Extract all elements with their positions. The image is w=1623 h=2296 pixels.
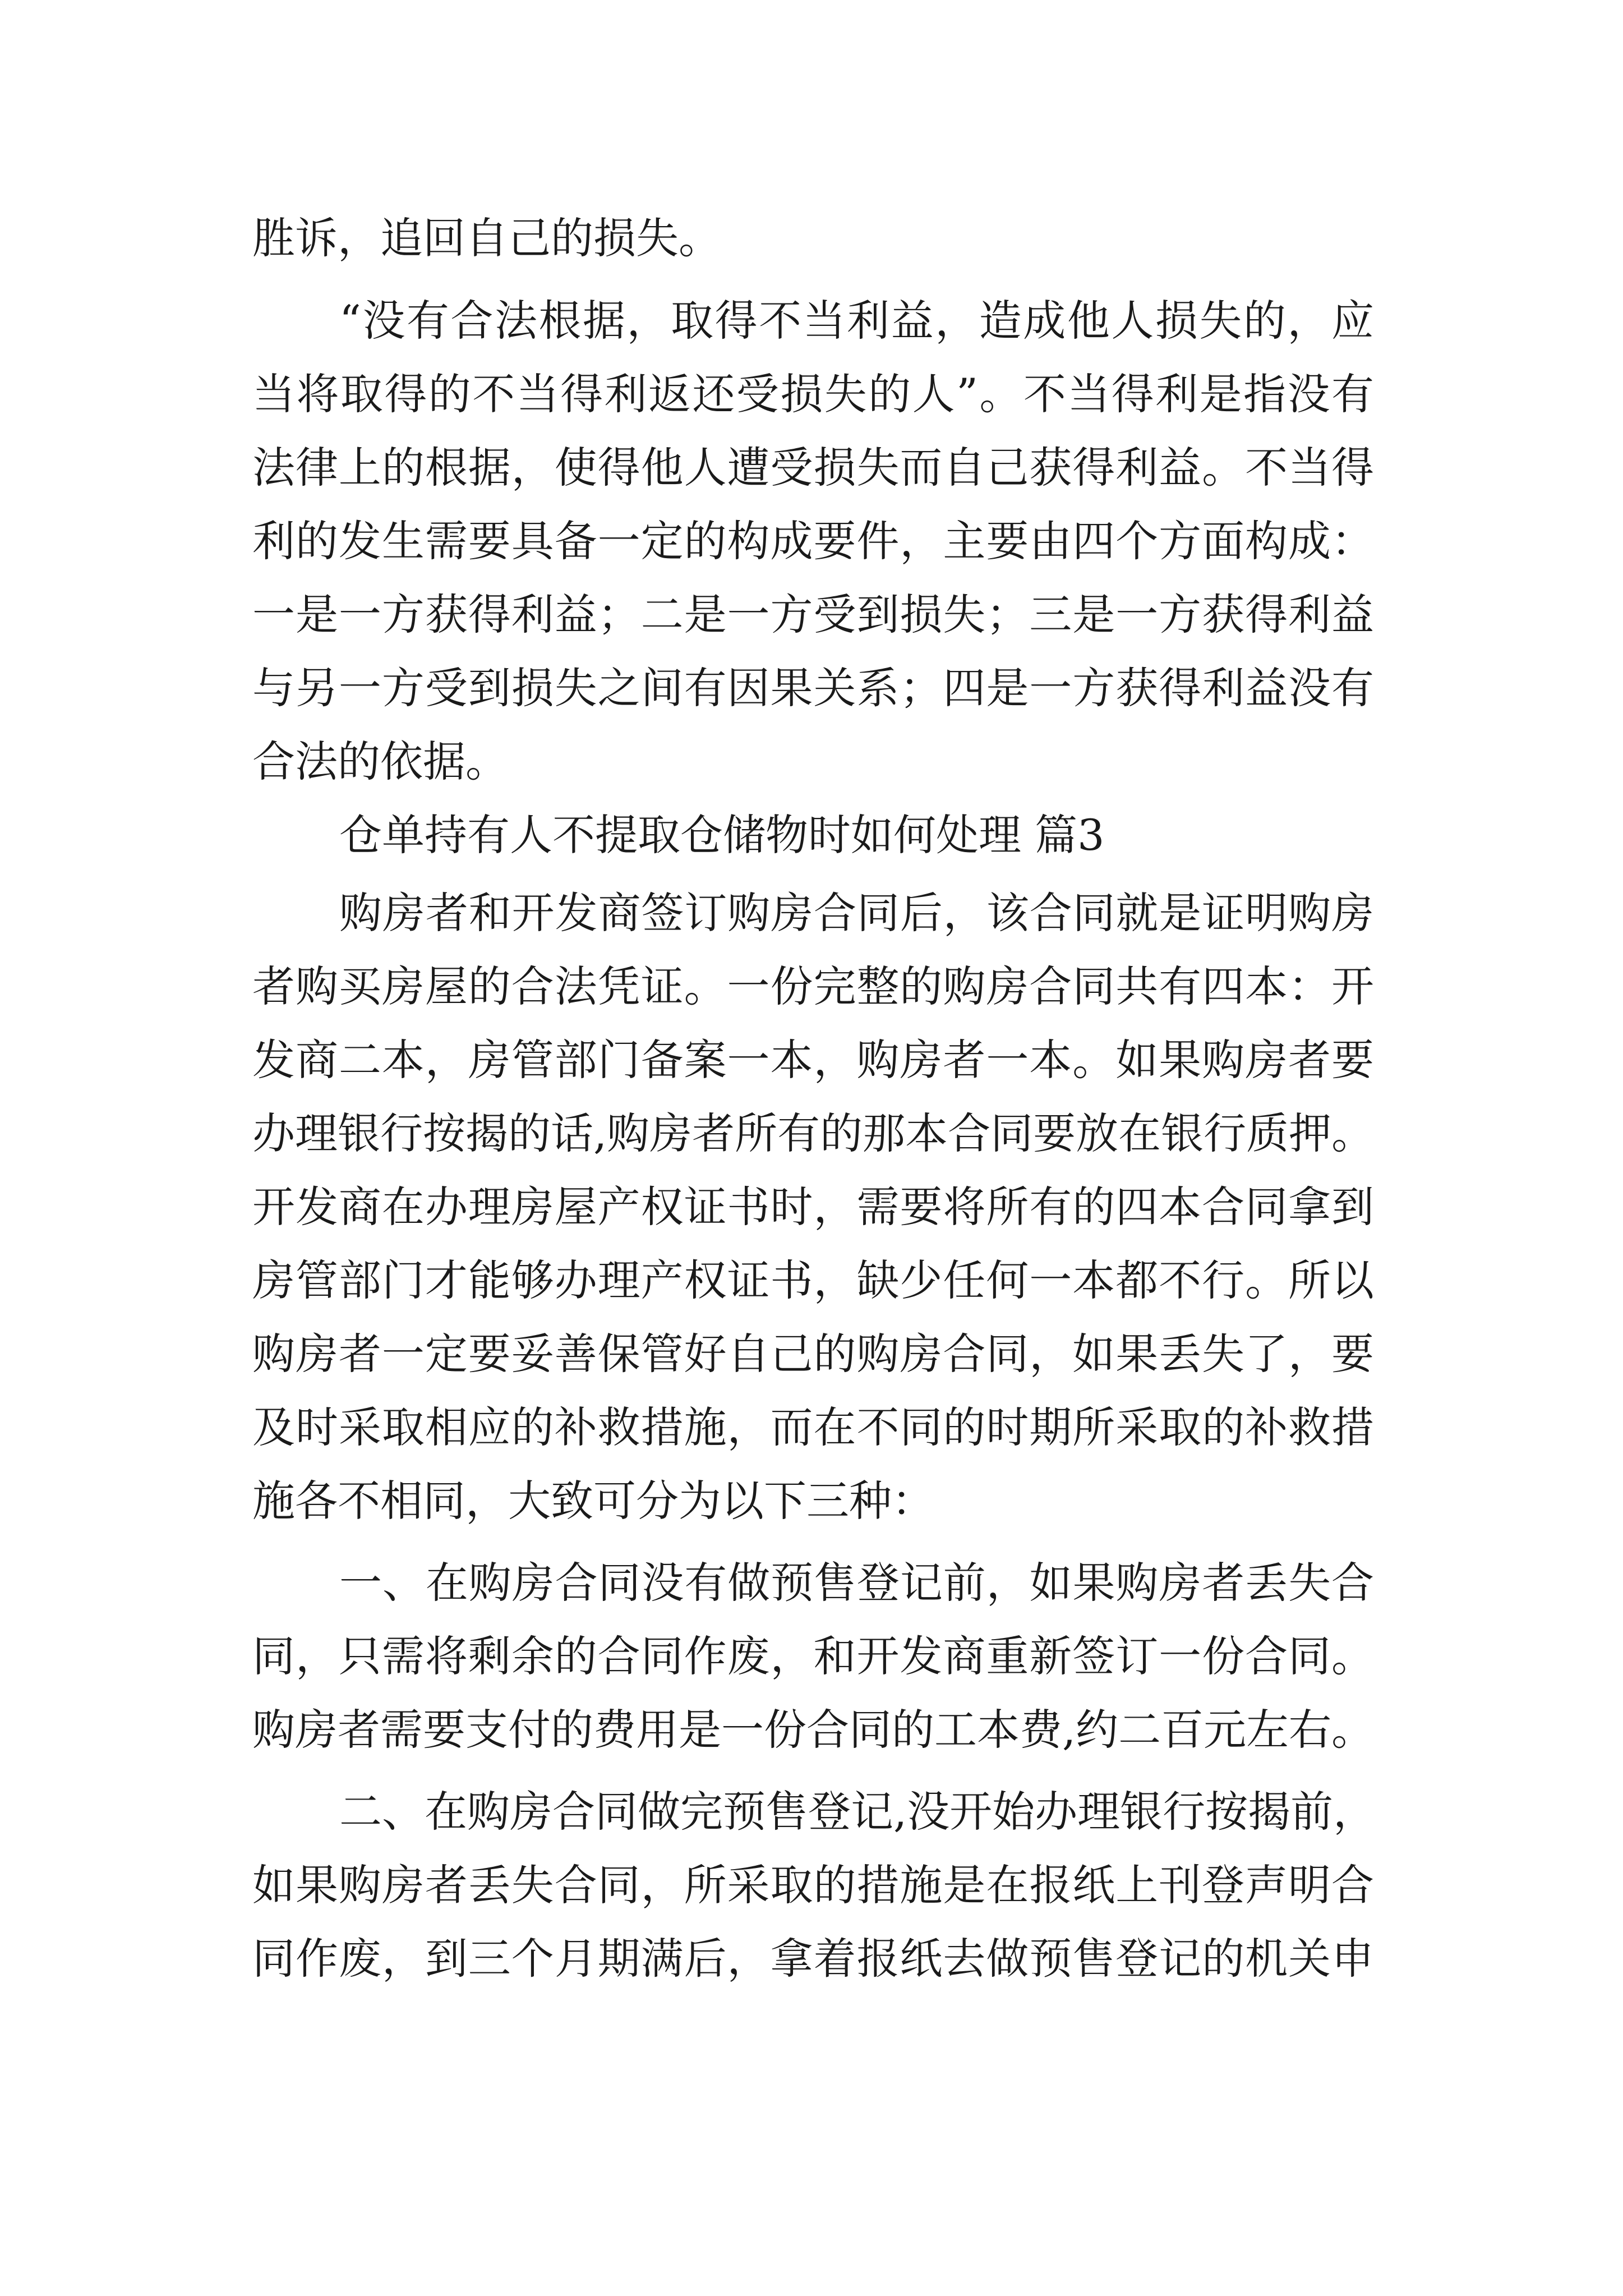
paragraph-line: 购房者需要支付的费用是一份合同的工本费,约二百元左右。 — [252, 1705, 1375, 1755]
paragraph-line: 如果购房者丢失合同，所采取的措施是在报纸上刊登声明合 — [252, 1860, 1374, 1910]
paragraph-line: 利的发生需要具备一定的构成要件，主要由四个方面构成： — [252, 516, 1374, 566]
paragraph-line: 胜诉，追回自己的损失。 — [252, 213, 721, 263]
paragraph-line: 发商二本，房管部门备案一本，购房者一本。如果购房者要 — [252, 1035, 1374, 1085]
paragraph-line: 办理银行按揭的话,购房者所有的那本合同要放在银行质押。 — [252, 1108, 1375, 1158]
paragraph-line: 者购买房屋的合法凭证。一份完整的购房合同共有四本：开 — [252, 961, 1374, 1011]
paragraph-line: 房管部门才能够办理产权证书，缺少任何一本都不行。所以 — [252, 1255, 1374, 1305]
paragraph-line: “没有合法根据，取得不当利益，造成他人损失的，应 — [339, 296, 1374, 346]
paragraph-line: 同，只需将剩余的合同作废，和开发商重新签订一份合同。 — [252, 1631, 1374, 1681]
paragraph-line: 与另一方受到损失之间有因果关系；四是一方获得利益没有 — [252, 663, 1374, 713]
paragraph-line: 及时采取相应的补救措施，而在不同的时期所采取的补救措 — [252, 1402, 1374, 1452]
paragraph-line: 法律上的根据，使得他人遭受损失而自己获得利益。不当得 — [252, 443, 1374, 493]
paragraph-line: 当将取得的不当得利返还受损失的人”。不当得利是指没有 — [252, 369, 1374, 419]
paragraph-line: 开发商在办理房屋产权证书时，需要将所有的四本合同拿到 — [252, 1182, 1374, 1232]
paragraph-line: 合法的依据。 — [252, 737, 508, 786]
paragraph-line: 购房者和开发商签订购房合同后，该合同就是证明购房 — [339, 888, 1374, 938]
paragraph-line: 二、在购房合同做完预售登记,没开始办理银行按揭前， — [339, 1787, 1376, 1837]
paragraph-line: 施各不相同，大致可分为以下三种： — [252, 1476, 934, 1526]
paragraph-line: 同作废，到三个月期满后，拿着报纸去做预售登记的机关申 — [252, 1934, 1374, 1984]
paragraph-line: 购房者一定要妥善保管好自己的购房合同，如果丢失了，要 — [252, 1329, 1374, 1379]
section-heading: 仓单持有人不提取仓储物时如何处理 篇3 — [339, 810, 1105, 860]
paragraph-line: 一是一方获得利益；二是一方受到损失；三是一方获得利益 — [252, 590, 1374, 639]
paragraph-line: 一、在购房合同没有做预售登记前，如果购房者丢失合 — [339, 1558, 1374, 1608]
